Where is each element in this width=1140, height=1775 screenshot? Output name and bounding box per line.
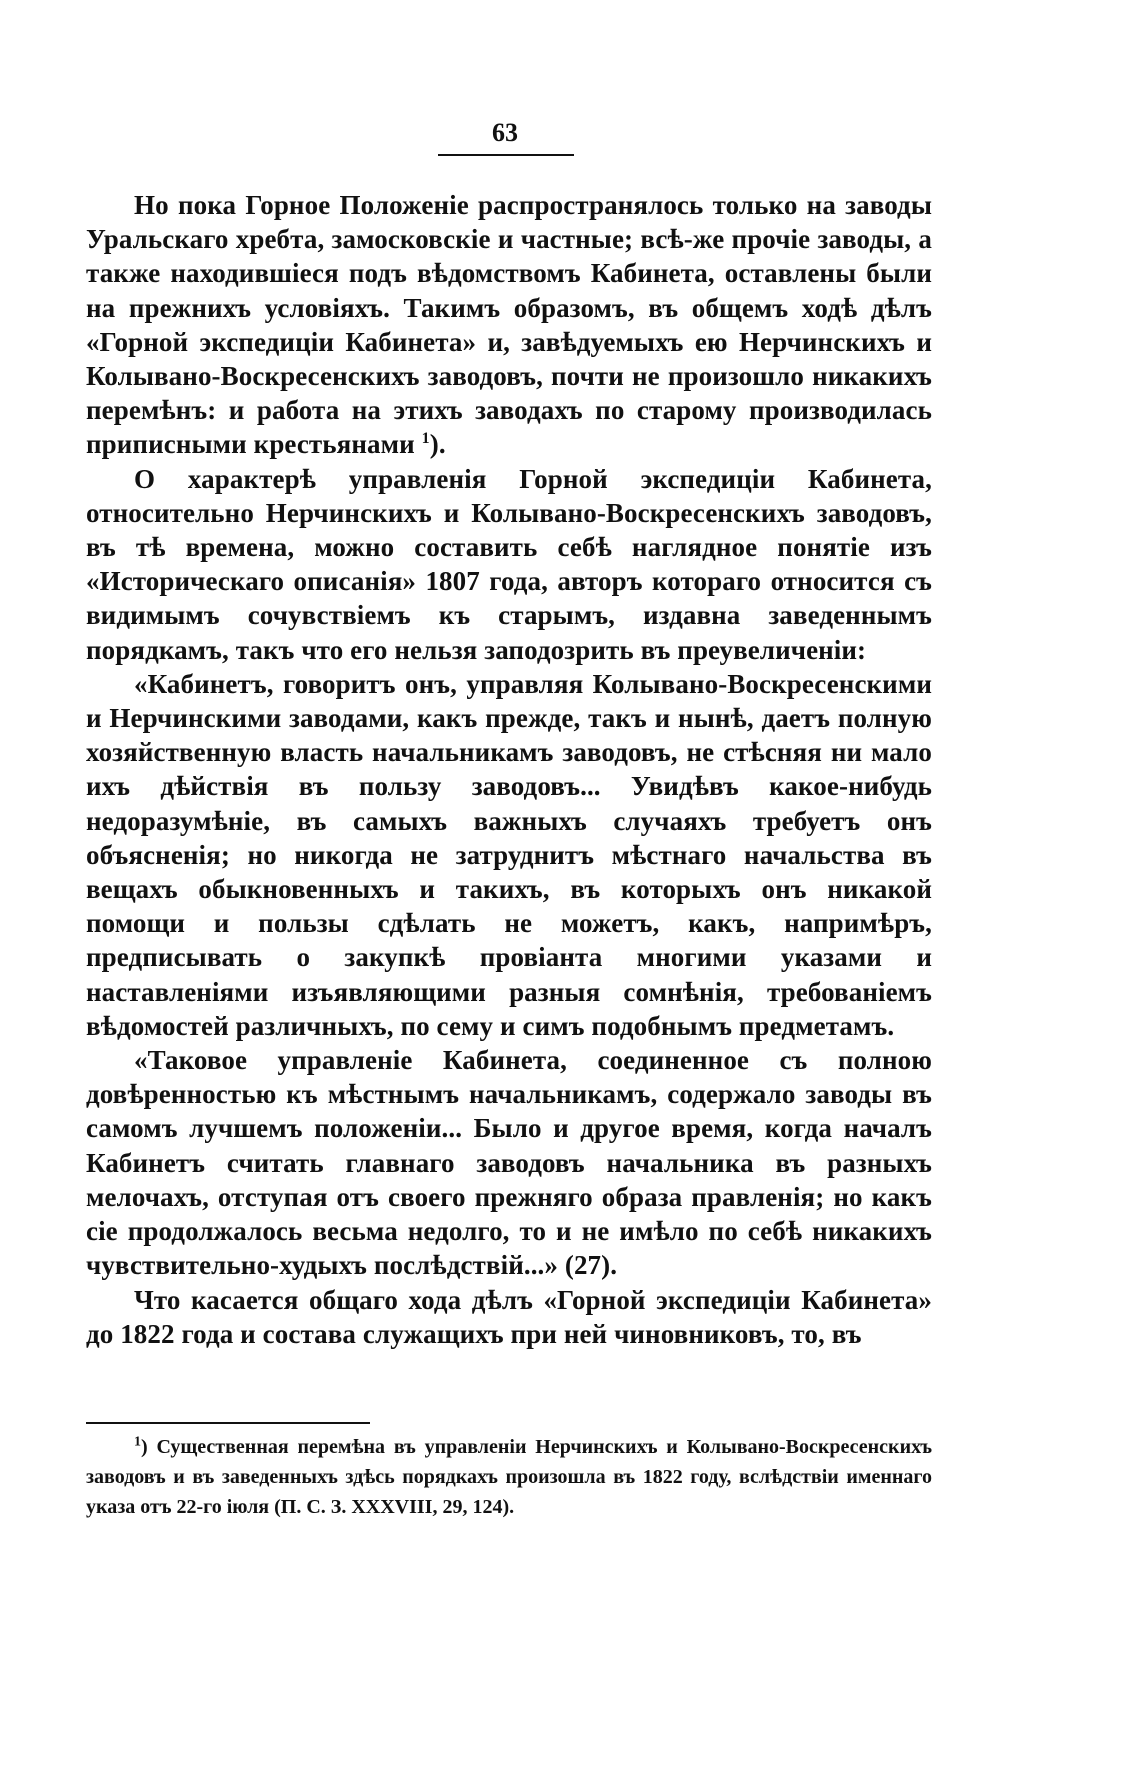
paragraph-1-text: Но пока Горное Положеніе распространялось только на заводы Уральскаго хребта, замосковскіе и частные; всѣ-же прочіе заводы, а также находившіеся подъ вѣдомствомъ Кабинета, оставлены были на прежнихъ условіяхъ. Такимъ образомъ, въ общемъ ходѣ дѣлъ «Горной экспедиціи Кабинета» и, завѣдуемыхъ ею Нерчинскихъ и Колывано-Воскресенскихъ заводовъ, почти не произошло никакихъ перемѣнъ: и работа на этихъ заводахъ по старому производилась приписными крестьянами [86,190,932,460]
footnote-reference: 1 [421,430,430,448]
paragraph-1-end: ). [429,429,446,460]
paragraph-3-quote: «Кабинетъ, говоритъ онъ, управляя Колывано-Воскресенскими и Нерчинскими заводами, какъ прежде, такъ и нынѣ, даетъ полную хозяйственную власть начальникамъ заводовъ, не стѣсняя ни мало ихъ дѣйствія въ пользу заводовъ... Увидѣвъ какое-нибудь недоразумѣніе, въ самыхъ важныхъ случаяхъ требуетъ онъ объясненія; но никогда не затруднитъ мѣстнаго начальства въ вещахъ обыкновенныхъ и такихъ, въ которыхъ онъ никакой помощи и пользы сдѣлать не можетъ, какъ, напримѣръ, предписывать о закупкѣ провіанта многими указами и наставленіями изъявляющими разныя сомнѣнія, требованіемъ вѣдомостей различныхъ, по сему и симъ подобнымъ предметамъ. [86,668,932,1041]
paragraph-5: Что касается общаго хода дѣлъ «Горной экспедиціи Кабинета» до 1822 года и состава служащихъ при ней чиновниковъ, то, въ [86,1284,932,1349]
footnote-text: ) Существенная перемѣна въ управленіи Нерчинскихъ и Колывано-Воскресенскихъ заводовъ и въ заведенныхъ здѣсь порядкахъ произошла въ 1822 году, вслѣдствіи именнаго указа отъ 22-го іюля (П. С. З. XXXVIII, 29, 124). [86,1436,932,1518]
body-text [86,188,932,1351]
footnote-rule [86,1422,370,1424]
footnote-mark: 1 [134,1434,141,1450]
paragraph-1 [86,188,932,462]
footnote [86,1432,932,1522]
header-rule [438,154,574,156]
paragraph-4-quote: «Таковое управленіе Кабинета, соединенное съ полною довѣренностью къ мѣстнымъ начальникамъ, содержало заводы въ самомъ лучшемъ положеніи... Было и другое время, когда началъ Кабинетъ считать главнаго заводовъ начальника въ разныхъ мелочахъ, отступая отъ своего прежняго образа правленія; но какъ сіе продолжалось весьма недолго, то и не имѣло по себѣ никакихъ чувствительно-худыхъ послѣдствій...» (27). [86,1045,932,1281]
paragraph-2: О характерѣ управленія Горной экспедиціи Кабинета, относительно Нерчинскихъ и Колывано-Воскресенскихъ заводовъ, въ тѣ времена, можно составить себѣ наглядное понятіе изъ «Историческаго описанія» 1807 года, авторъ котораго относится съ видимымъ сочувствіемъ къ старымъ, издавна заведеннымъ порядкамъ, такъ что его нельзя заподозрить въ преувеличеніи: [86,463,932,665]
page-number: 63 [492,118,518,147]
